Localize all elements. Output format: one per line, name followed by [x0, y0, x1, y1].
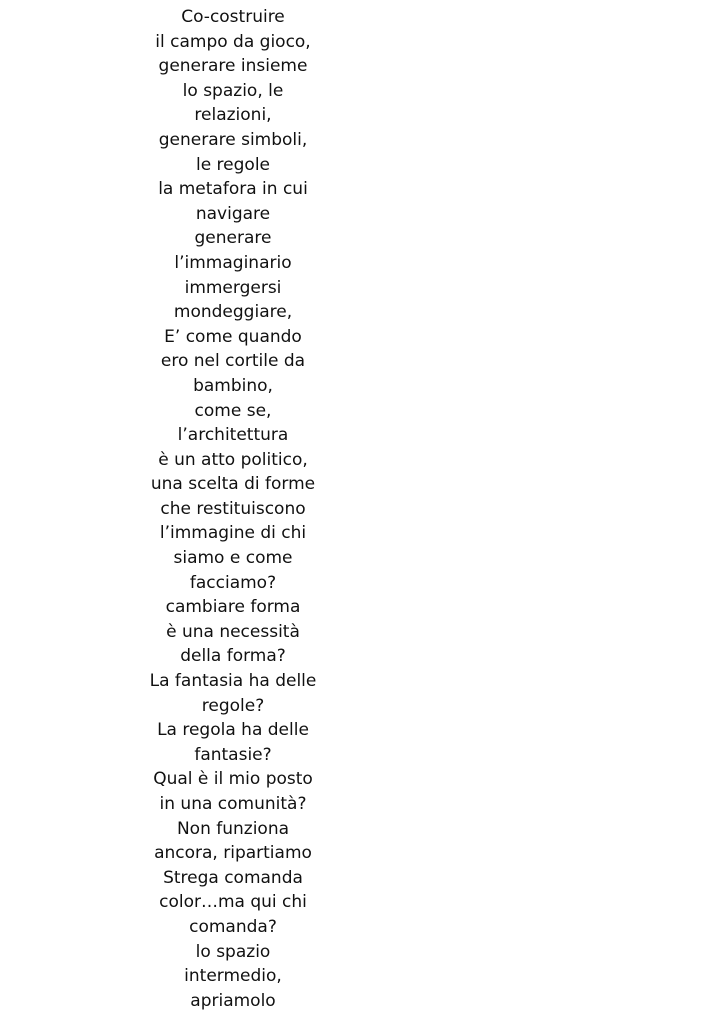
poem-line: è una necessità	[166, 621, 300, 642]
poem-line: navigare	[195, 203, 271, 224]
poem-line: è un atto politico,	[158, 449, 308, 470]
poem-line: ancora, ripartiamo	[154, 843, 312, 864]
poem-line: lo spazio, le	[182, 80, 284, 101]
poem-line: Co-costruire	[181, 7, 285, 27]
poem-line: la metafora in cui	[158, 179, 308, 200]
poem-line: comanda?	[189, 916, 277, 937]
poem-line: facciamo?	[189, 572, 277, 593]
poem-line: come se,	[194, 400, 272, 421]
poem-line: E’ come quando	[164, 326, 302, 347]
poem-line: immergersi	[184, 277, 282, 298]
poem-line: bambino,	[193, 375, 273, 396]
poem-line: ero nel cortile da	[160, 351, 306, 372]
poem-line: color…ma qui chi	[159, 892, 307, 913]
poem-line: l’immagine di chi	[159, 523, 307, 544]
poem-line: lo spazio	[195, 941, 271, 962]
poem-line: una scelta di forme	[150, 474, 316, 495]
poem-line: generare simboli,	[158, 129, 308, 150]
poem-line: relazioni,	[194, 105, 272, 126]
poem-line: generare insieme	[158, 56, 308, 77]
poem-line: apriamolo	[190, 990, 276, 1011]
poem-line: Qual è il mio posto	[153, 769, 313, 790]
poem-line: l’architettura	[177, 425, 289, 446]
poem-line: mondeggiare,	[173, 302, 293, 323]
poem-line: cambiare forma	[165, 597, 301, 618]
poem-line: il campo da gioco,	[155, 31, 311, 52]
poem-line: generare	[194, 228, 272, 249]
poem-text	[0, 5, 466, 1013]
poem-line: siamo e come	[173, 548, 293, 569]
poem-line: l’immaginario	[174, 252, 292, 273]
poem-line: intermedio,	[184, 966, 282, 987]
poem-line: La regola ha delle	[157, 720, 309, 741]
poem-line: della forma?	[180, 646, 286, 667]
poem-line: regole?	[201, 695, 265, 716]
poem-line: in una comunità?	[159, 794, 307, 814]
poem-line: che restituiscono	[160, 498, 306, 519]
poem-line: Non funziona	[176, 818, 290, 839]
poem-line: le regole	[195, 154, 271, 175]
poem-line: Strega comanda	[163, 867, 303, 888]
poem-line: fantasie?	[194, 744, 272, 765]
poem-line: La fantasia ha delle	[149, 671, 317, 692]
